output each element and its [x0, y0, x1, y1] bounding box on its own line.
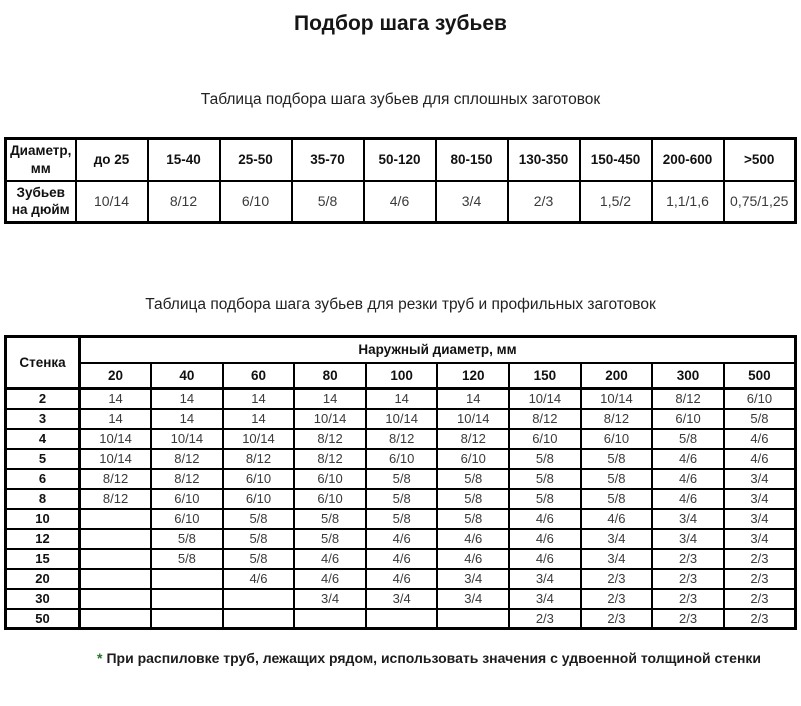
pitch-value: 4/6 — [294, 569, 366, 589]
pitch-value: 4/6 — [366, 549, 438, 569]
pitch-value: 4/6 — [509, 549, 581, 569]
pitch-value: 2/3 — [652, 549, 724, 569]
pitch-value — [151, 589, 223, 609]
pitch-value — [80, 549, 152, 569]
pitch-value: 10/14 — [151, 429, 223, 449]
table-row — [6, 469, 796, 489]
pitch-value: 5/8 — [294, 509, 366, 529]
pitch-value: 3/4 — [724, 489, 796, 509]
wall-thickness-label: 20 — [6, 569, 80, 589]
pitch-value: 6/10 — [509, 429, 581, 449]
pitch-value: 4/6 — [581, 509, 653, 529]
pitch-value: 3/4 — [724, 529, 796, 549]
wall-thickness-label: 30 — [6, 589, 80, 609]
pitch-value: 4/6 — [223, 569, 295, 589]
table-row — [6, 549, 796, 569]
pitch-value: 2/3 — [652, 569, 724, 589]
pitch-value: 8/12 — [223, 449, 295, 469]
teeth-per-inch-value: 8/12 — [148, 181, 220, 223]
teeth-per-inch-value: 1,1/1,6 — [652, 181, 724, 223]
pitch-value: 14 — [151, 389, 223, 409]
page-title: Подбор шага зубьев — [294, 12, 507, 35]
pitch-value: 6/10 — [294, 489, 366, 509]
pitch-value: 5/8 — [437, 489, 509, 509]
table-row — [6, 363, 796, 389]
document-page — [0, 12, 801, 666]
pitch-value: 6/10 — [151, 489, 223, 509]
pitch-value: 8/12 — [294, 449, 366, 469]
wall-thickness-label: 5 — [6, 449, 80, 469]
diameter-range-header: 80-150 — [436, 139, 508, 181]
pitch-value: 5/8 — [581, 469, 653, 489]
pitch-value: 10/14 — [223, 429, 295, 449]
table-row — [6, 609, 796, 629]
teeth-per-inch-value: 3/4 — [436, 181, 508, 223]
pitch-value: 5/8 — [151, 549, 223, 569]
pitch-value: 3/4 — [724, 469, 796, 489]
pitch-value: 2/3 — [724, 569, 796, 589]
table-row — [6, 429, 796, 449]
pitch-value: 5/8 — [724, 409, 796, 429]
pitch-value: 8/12 — [366, 429, 438, 449]
pitch-value: 14 — [366, 389, 438, 409]
table-row — [6, 409, 796, 429]
pitch-value: 10/14 — [366, 409, 438, 429]
table-row — [6, 337, 796, 363]
pitch-value: 5/8 — [509, 489, 581, 509]
pitch-value: 3/4 — [366, 589, 438, 609]
pitch-value: 6/10 — [366, 449, 438, 469]
outer-diameter-header: 60 — [223, 363, 295, 389]
table-row — [6, 569, 796, 589]
pitch-value — [366, 609, 438, 629]
diameter-range-header: 25-50 — [220, 139, 292, 181]
wall-thickness-label: 50 — [6, 609, 80, 629]
pitch-value — [151, 609, 223, 629]
pitch-value: 5/8 — [294, 529, 366, 549]
pitch-value: 2/3 — [581, 569, 653, 589]
outer-diameter-header: 100 — [366, 363, 438, 389]
diameter-row-header: Диаметр, мм — [6, 139, 76, 181]
pitch-value — [80, 609, 152, 629]
teeth-per-inch-value: 0,75/1,25 — [724, 181, 796, 223]
pitch-value: 4/6 — [724, 429, 796, 449]
pitch-value: 5/8 — [366, 469, 438, 489]
wall-thickness-label: 3 — [6, 409, 80, 429]
wall-thickness-label: 6 — [6, 469, 80, 489]
pitch-value: 5/8 — [652, 429, 724, 449]
pitch-value: 5/8 — [509, 469, 581, 489]
table-row — [6, 389, 796, 409]
pitch-value: 2/3 — [581, 589, 653, 609]
wall-column-header: Стенка — [6, 337, 80, 389]
pitch-value — [294, 609, 366, 629]
outer-diameter-header: 200 — [581, 363, 653, 389]
pitch-value: 10/14 — [80, 449, 152, 469]
pitch-value — [151, 569, 223, 589]
pitch-value: 4/6 — [366, 529, 438, 549]
pitch-value: 3/4 — [581, 549, 653, 569]
pitch-value: 5/8 — [223, 509, 295, 529]
pitch-value: 3/4 — [509, 589, 581, 609]
outer-diameter-group-header: Наружный диаметр, мм — [80, 337, 796, 363]
wall-thickness-label: 15 — [6, 549, 80, 569]
outer-diameter-header: 300 — [652, 363, 724, 389]
pitch-value: 4/6 — [437, 529, 509, 549]
pitch-value: 10/14 — [509, 389, 581, 409]
pitch-value: 8/12 — [581, 409, 653, 429]
pitch-value: 5/8 — [581, 449, 653, 469]
pitch-value: 6/10 — [223, 469, 295, 489]
wall-thickness-label: 4 — [6, 429, 80, 449]
pitch-value: 6/10 — [437, 449, 509, 469]
diameter-range-header: 200-600 — [652, 139, 724, 181]
wall-thickness-label: 8 — [6, 489, 80, 509]
pitch-value: 10/14 — [437, 409, 509, 429]
pitch-value — [437, 609, 509, 629]
diameter-range-header: 150-450 — [580, 139, 652, 181]
footnote-text: При распиловке труб, лежащих рядом, использовать значения с удвоенной толщиной стенки — [106, 650, 762, 666]
tube-table-caption: Таблица подбора шага зубьев для резки труб и профильных заготовок — [145, 296, 656, 313]
diameter-range-header: 35-70 — [292, 139, 364, 181]
pitch-value: 5/8 — [437, 469, 509, 489]
pitch-value: 5/8 — [366, 489, 438, 509]
pitch-value: 4/6 — [652, 469, 724, 489]
teeth-per-inch-value: 10/14 — [76, 181, 148, 223]
pitch-value: 4/6 — [437, 549, 509, 569]
pitch-value: 14 — [223, 409, 295, 429]
outer-diameter-header: 40 — [151, 363, 223, 389]
pitch-value: 3/4 — [294, 589, 366, 609]
pitch-value — [80, 529, 152, 549]
wall-thickness-label: 2 — [6, 389, 80, 409]
pitch-value: 8/12 — [294, 429, 366, 449]
tube-profile-table — [4, 335, 797, 630]
pitch-value: 6/10 — [294, 469, 366, 489]
pitch-value — [80, 569, 152, 589]
teeth-per-inch-value: 2/3 — [508, 181, 580, 223]
outer-diameter-header: 150 — [509, 363, 581, 389]
pitch-value: 4/6 — [652, 449, 724, 469]
pitch-value: 4/6 — [652, 489, 724, 509]
pitch-value: 8/12 — [80, 489, 152, 509]
teeth-per-inch-value: 5/8 — [292, 181, 364, 223]
outer-diameter-header: 120 — [437, 363, 509, 389]
pitch-value: 3/4 — [509, 569, 581, 589]
pitch-value: 14 — [151, 409, 223, 429]
outer-diameter-header: 20 — [80, 363, 152, 389]
table-row — [6, 181, 796, 223]
outer-diameter-header: 500 — [724, 363, 796, 389]
pitch-value: 2/3 — [724, 589, 796, 609]
pitch-value: 4/6 — [366, 569, 438, 589]
pitch-value: 4/6 — [509, 509, 581, 529]
pitch-value: 3/4 — [652, 509, 724, 529]
pitch-value: 2/3 — [652, 609, 724, 629]
teeth-per-inch-value: 1,5/2 — [580, 181, 652, 223]
outer-diameter-header: 80 — [294, 363, 366, 389]
pitch-value — [223, 589, 295, 609]
diameter-range-header: 15-40 — [148, 139, 220, 181]
pitch-value: 2/3 — [724, 549, 796, 569]
solid-table-caption: Таблица подбора шага зубьев для сплошных заготовок — [200, 91, 601, 108]
diameter-range-header: 130-350 — [508, 139, 580, 181]
diameter-range-header: >500 — [724, 139, 796, 181]
pitch-value: 10/14 — [294, 409, 366, 429]
pitch-value: 4/6 — [509, 529, 581, 549]
diameter-range-header: 50-120 — [364, 139, 436, 181]
pitch-value — [223, 609, 295, 629]
pitch-value: 8/12 — [509, 409, 581, 429]
pitch-value: 5/8 — [223, 549, 295, 569]
pitch-value: 5/8 — [223, 529, 295, 549]
pitch-value: 5/8 — [509, 449, 581, 469]
pitch-value: 10/14 — [581, 389, 653, 409]
pitch-value: 6/10 — [581, 429, 653, 449]
teeth-per-inch-value: 4/6 — [364, 181, 436, 223]
table-row — [6, 589, 796, 609]
table-row — [6, 509, 796, 529]
pitch-value: 4/6 — [724, 449, 796, 469]
pitch-value: 8/12 — [437, 429, 509, 449]
teeth-row-header: Зубьев на дюйм — [6, 181, 76, 223]
pitch-value: 8/12 — [652, 389, 724, 409]
pitch-value: 14 — [223, 389, 295, 409]
diameter-range-header: до 25 — [76, 139, 148, 181]
pitch-value: 8/12 — [151, 449, 223, 469]
pitch-value: 14 — [437, 389, 509, 409]
footnote — [97, 650, 801, 666]
pitch-value: 3/4 — [581, 529, 653, 549]
pitch-value: 5/8 — [366, 509, 438, 529]
pitch-value: 5/8 — [151, 529, 223, 549]
pitch-value: 6/10 — [151, 509, 223, 529]
pitch-value — [80, 589, 152, 609]
pitch-value: 8/12 — [151, 469, 223, 489]
pitch-value: 10/14 — [80, 429, 152, 449]
pitch-value: 3/4 — [437, 569, 509, 589]
pitch-value: 6/10 — [724, 389, 796, 409]
teeth-per-inch-value: 6/10 — [220, 181, 292, 223]
solid-workpiece-table — [4, 137, 797, 224]
pitch-value: 14 — [80, 389, 152, 409]
pitch-value: 14 — [80, 409, 152, 429]
footnote-asterisk: * — [97, 650, 103, 666]
table-row — [6, 449, 796, 469]
pitch-value: 3/4 — [724, 509, 796, 529]
pitch-value: 8/12 — [80, 469, 152, 489]
pitch-value: 14 — [294, 389, 366, 409]
pitch-value — [80, 509, 152, 529]
pitch-value: 3/4 — [652, 529, 724, 549]
wall-thickness-label: 12 — [6, 529, 80, 549]
table-row — [6, 529, 796, 549]
pitch-value: 5/8 — [581, 489, 653, 509]
table-row — [6, 139, 796, 181]
pitch-value: 4/6 — [294, 549, 366, 569]
pitch-value: 6/10 — [223, 489, 295, 509]
pitch-value: 6/10 — [652, 409, 724, 429]
pitch-value: 2/3 — [724, 609, 796, 629]
pitch-value: 2/3 — [509, 609, 581, 629]
pitch-value: 5/8 — [437, 509, 509, 529]
table-row — [6, 489, 796, 509]
wall-thickness-label: 10 — [6, 509, 80, 529]
pitch-value: 2/3 — [581, 609, 653, 629]
pitch-value: 2/3 — [652, 589, 724, 609]
pitch-value: 3/4 — [437, 589, 509, 609]
